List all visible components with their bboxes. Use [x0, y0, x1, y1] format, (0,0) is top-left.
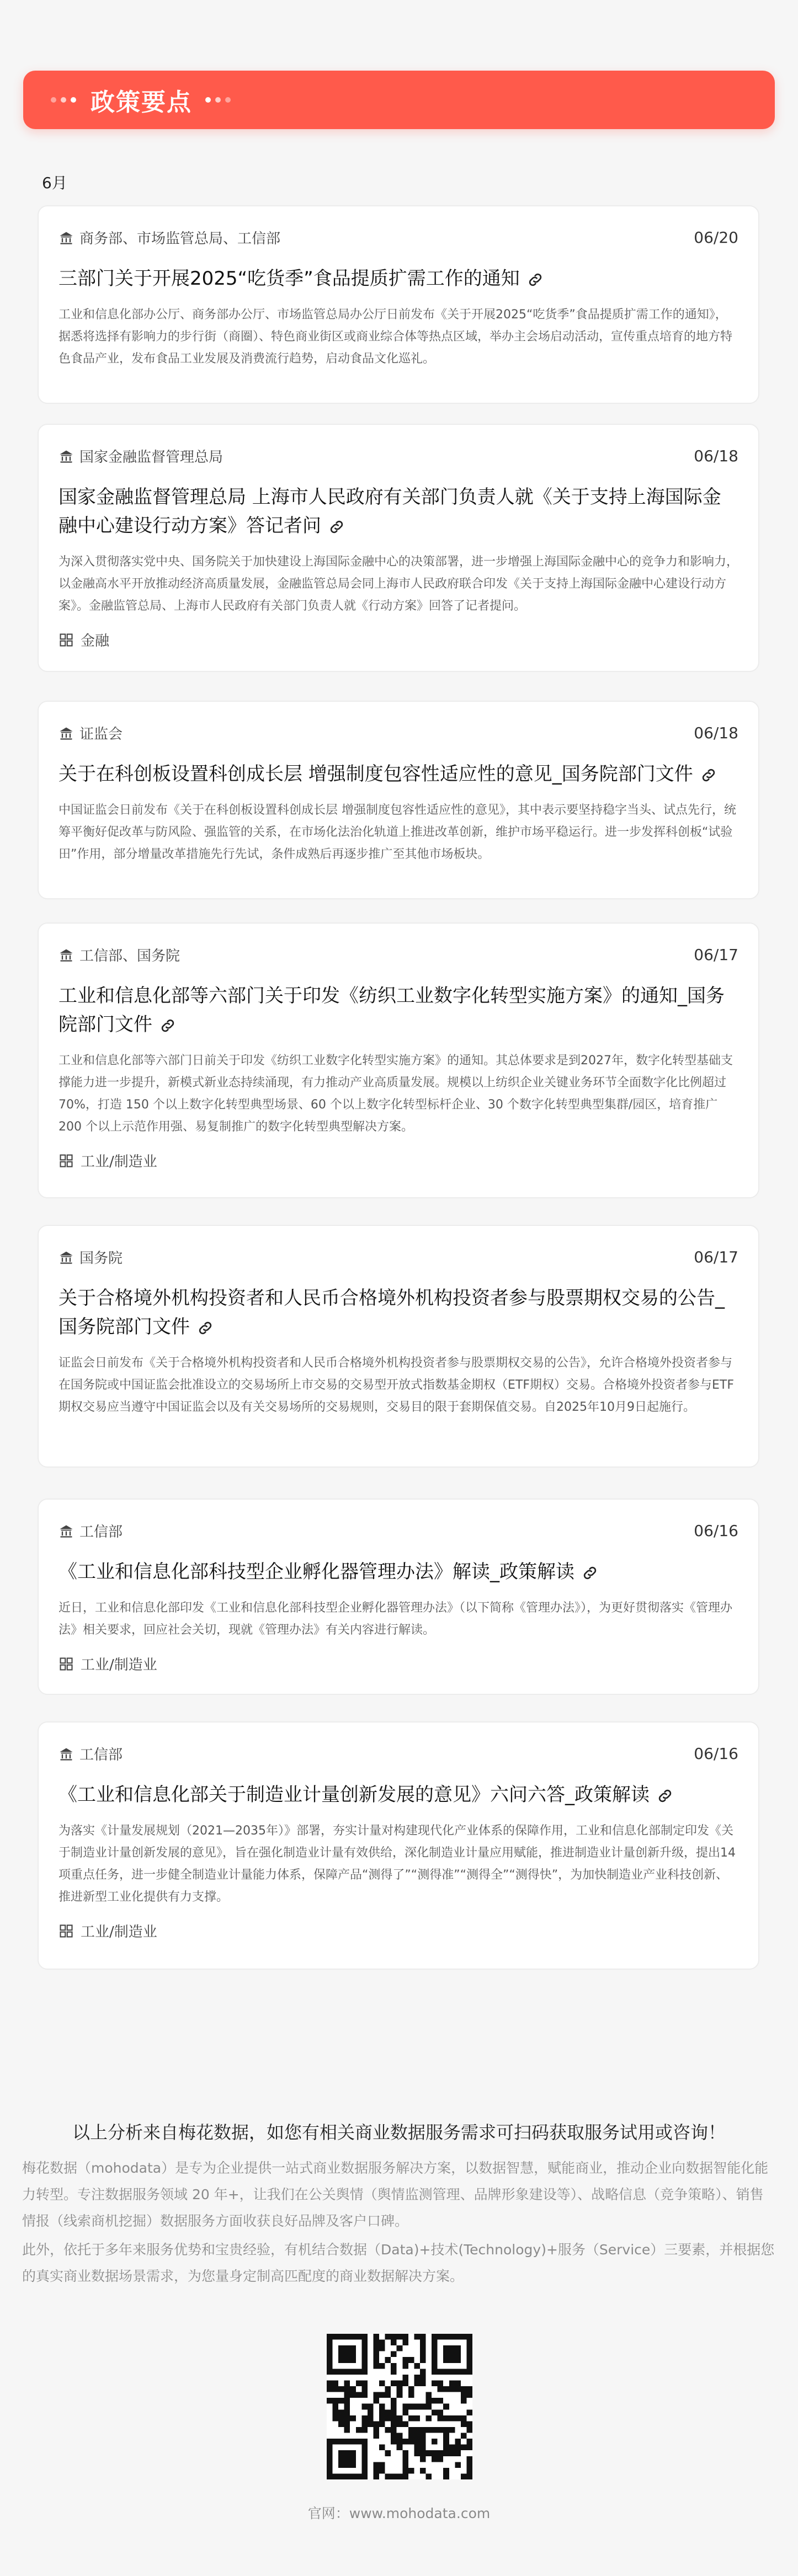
industry-tag[interactable] [58, 1150, 738, 1171]
link-icon[interactable] [656, 1787, 674, 1805]
card-summary: 工业和信息化部等六部门日前关于印发《纺织工业数字化转型实施方案》的通知。其总体要求是到2027年，数字化转型基础支撑能力进一步提升，新模式新业态持续涌现，有力推动产业高质量发展。规模以上纺织企业关键业务环节全面数字化比例超过 70%，打造 150 个以上数字化转型典型场景、60 个以上数字化转型标杆企业、30 个数字化转型典型集群/园区，培育推广 200 个以上示范作用强、易复制推广的数字化转型典型解决方案。 [58, 1054, 733, 1134]
policy-card[interactable] [38, 1721, 759, 1970]
card-source: 证监会 [79, 726, 123, 743]
card-title-link[interactable] [58, 982, 738, 1039]
card-title-link[interactable] [58, 264, 738, 293]
card-title: 工业和信息化部等六部门关于印发《纺织工业数字化转型实施方案》的通知_国务院部门文件 [58, 985, 725, 1036]
website-label: 官网： [307, 2505, 349, 2521]
company-service-paragraph: 此外，依托于多年来服务优势和宝贵经验，有机结合数据（Data)+技术(Technology)+服务（Service）三要素，并根据您的真实商业数据场景需求，为您量身定制高匹配度的商业数据解决方案。 [22, 2242, 775, 2284]
qr-code-icon [327, 2334, 472, 2479]
card-date: 06/18 [694, 447, 738, 465]
policy-card[interactable] [38, 1498, 759, 1695]
website-url: www.mohodata.com [349, 2505, 491, 2521]
card-title: 关于在科创板设置科创成长层 增强制度包容性适应性的意见_国务院部门文件 [58, 763, 693, 785]
company-intro-paragraph: 梅花数据（mohodata）是专为企业提供一站式商业数据服务解决方案，以数据智慧，赋能商业，推动企业向数据智能化能力转型。专注数据服务领域 20 年+，让我们在公关舆情（舆情监测管理、品牌形象建设等）、战略信息（竞争策略）、销售情报（线索商机挖掘）数据服务方面收获良好品牌及客户口碑。 [22, 2160, 769, 2229]
card-title: 《工业和信息化部科技型企业孵化器管理办法》解读_政策解读 [58, 1561, 574, 1583]
card-title: 关于合格境外机构投资者和人民币合格境外机构投资者参与股票期权交易的公告_国务院部门文件 [58, 1287, 725, 1338]
government-building-icon [58, 449, 74, 464]
policy-card[interactable] [38, 701, 759, 899]
card-title: 《工业和信息化部关于制造业计量创新发展的意见》六问六答_政策解读 [58, 1784, 650, 1806]
card-source: 国务院 [79, 1250, 123, 1267]
category-grid-icon [58, 1923, 74, 1939]
card-source: 工信部 [79, 1747, 123, 1763]
card-title: 国家金融监督管理总局 上海市人民政府有关部门负责人就《关于支持上海国际金融中心建设行动方案》答记者问 [58, 486, 721, 537]
tag-label: 金融 [81, 633, 110, 649]
card-source: 工信部 [79, 1524, 123, 1540]
card-date: 06/18 [694, 724, 738, 742]
policy-card[interactable] [38, 1225, 759, 1468]
card-title-link[interactable] [58, 1558, 738, 1586]
link-icon[interactable] [328, 518, 345, 536]
category-grid-icon [58, 632, 74, 648]
card-summary: 中国证监会日前发布《关于在科创板设置科创成长层 增强制度包容性适应性的意见》，其中表示要坚持稳字当头、试点先行，统筹平衡好促改革与防风险、强监管的关系，在市场化法治化轨道上推进改革创新，维护市场平稳运行。进一步发挥科创板“试验田”作用，部分增量改革措施先行先试，条件成熟后再逐步推广至其他市场板块。 [58, 803, 736, 861]
card-title: 三部门关于开展2025“吃货季”食品提质扩需工作的通知 [58, 268, 520, 290]
tag-label: 工业/制造业 [81, 1154, 157, 1170]
card-summary: 近日，工业和信息化部印发《工业和信息化部科技型企业孵化器管理办法》（以下简称《管理办法》），为更好贯彻落实《管理办法》相关要求，回应社会关切，现就《管理办法》有关内容进行解读。 [58, 1601, 733, 1637]
category-grid-icon [58, 1656, 74, 1672]
government-building-icon [58, 1523, 74, 1539]
card-summary: 为落实《计量发展规划（2021—2035年）》部署，夯实计量对构建现代化产业体系的保障作用，工业和信息化部制定印发《关于制造业计量创新发展的意见》，旨在强化制造业计量有效供给，深化制造业计量应用赋能，推进制造业计量创新升级，提出14项重点任务，进一步健全制造业计量能力体系，保障产品“测得了”“测得准”“测得全”“测得快”，为加快制造业产业科技创新、推进新型工业化提供有力支撑。 [58, 1824, 736, 1904]
industry-tag[interactable] [58, 1921, 738, 1941]
policy-card[interactable] [38, 205, 759, 404]
policy-card[interactable] [38, 922, 759, 1198]
link-icon[interactable] [700, 766, 717, 784]
policy-header-banner [23, 71, 775, 129]
website-link[interactable] [0, 2503, 798, 2522]
link-icon[interactable] [526, 271, 544, 289]
card-date: 06/16 [694, 1745, 738, 1763]
link-icon[interactable] [581, 1564, 599, 1582]
card-date: 06/20 [694, 228, 738, 247]
tag-label: 工业/制造业 [81, 1657, 157, 1673]
card-source: 商务部、市场监管总局、工信部 [79, 231, 281, 247]
card-title-link[interactable] [58, 483, 738, 540]
government-building-icon [58, 726, 74, 741]
government-building-icon [58, 230, 74, 246]
link-icon[interactable] [196, 1319, 214, 1337]
card-title-link[interactable] [58, 760, 738, 788]
card-summary: 工业和信息化部办公厅、商务部办公厅、市场监管总局办公厅日前发布《关于开展2025“吃货季”食品提质扩需工作的通知》，据悉将选择有影响力的步行街（商圈）、特色商业街区或商业综合体等热点区域，举办主会场启动活动，宣传重点培育的地方特色食品产业，发布食品工业发展及消费流行趋势，启动食品文化巡礼。 [58, 308, 733, 366]
card-summary: 为深入贯彻落实党中央、国务院关于加快建设上海国际金融中心的决策部署，进一步增强上海国际金融中心的竞争力和影响力，以金融高水平开放推动经济高质量发展，金融监管总局会同上海市人民政府联合印发《关于支持上海国际金融中心建设行动方案》。金融监管总局、上海市人民政府有关部门负责人就《行动方案》回答了记者提问。 [58, 555, 739, 613]
tag-label: 工业/制造业 [81, 1924, 157, 1940]
policy-card[interactable] [38, 424, 759, 672]
government-building-icon [58, 947, 74, 963]
category-grid-icon [58, 1153, 74, 1169]
card-date: 06/16 [694, 1522, 738, 1540]
industry-tag[interactable] [58, 630, 738, 650]
month-label: 6月 [42, 174, 67, 192]
industry-tag[interactable] [58, 1654, 738, 1674]
government-building-icon [58, 1250, 74, 1265]
decorative-dots-left-icon [51, 97, 76, 103]
government-building-icon [58, 1746, 74, 1762]
decorative-dots-right-icon [205, 97, 231, 103]
card-date: 06/17 [694, 1248, 738, 1266]
card-title-link[interactable] [58, 1284, 738, 1341]
footer-cta: 以上分析来自梅花数据，如您有相关商业数据服务需求可扫码获取服务试用或咨询！ [72, 2122, 726, 2143]
card-title-link[interactable] [58, 1780, 738, 1809]
link-icon[interactable] [159, 1017, 177, 1034]
card-summary: 证监会日前发布《关于合格境外机构投资者和人民币合格境外机构投资者参与股票期权交易的公告》，允许合格境外投资者参与在国务院或中国证监会批准设立的交易场所上市交易的交易型开放式指数基金期权（ETF期权）交易。合格境外投资者参与ETF期权交易应当遵守中国证监会以及有关交易场所的交易规则，交易目的限于套期保值交易。自2025年10月9日起施行。 [58, 1356, 734, 1414]
card-source: 工信部、国务院 [79, 948, 180, 964]
card-date: 06/17 [694, 946, 738, 964]
page-title: 政策要点 [91, 88, 192, 116]
card-source: 国家金融监督管理总局 [79, 449, 224, 466]
